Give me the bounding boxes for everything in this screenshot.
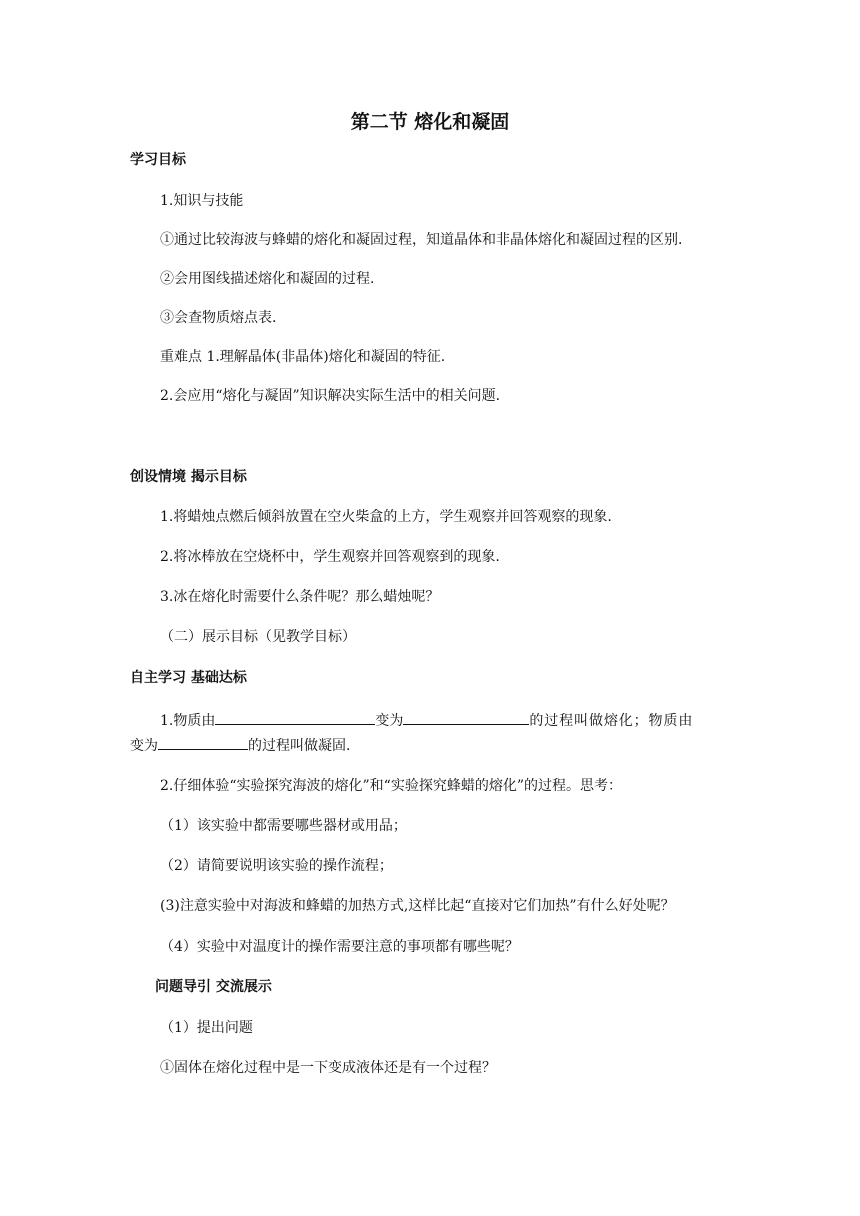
paragraph: ②会用图线描述熔化和凝固的过程. <box>160 271 375 287</box>
fill-in-question-1-cont <box>130 734 350 756</box>
paragraph: 1.知识与技能 <box>160 193 244 209</box>
paragraph: 重难点 1.理解晶体(非晶体)熔化和凝固的特征. <box>160 349 446 365</box>
paragraph: ③会查物质熔点表. <box>160 310 277 326</box>
answer-blank[interactable] <box>403 709 529 725</box>
section-heading-self-study: 自主学习 基础达标 <box>130 670 247 686</box>
paragraph: 2.会应用“熔化与凝固”知识解决实际生活中的相关问题. <box>160 388 501 404</box>
paragraph: 3.冰在熔化时需要什么条件呢？那么蜡烛呢？ <box>160 589 440 605</box>
paragraph: (3)注意实验中对海波和蜂蜡的加热方式,这样比起“直接对它们加热”有什么好处呢？ <box>160 898 675 914</box>
question-text: 的过程叫做熔化；物质由 <box>529 713 694 729</box>
paragraph: 1.将蜡烛点燃后倾斜放置在空火柴盒的上方，学生观察并回答观察的现象. <box>160 509 612 525</box>
paragraph: （1）提出问题 <box>160 1020 253 1036</box>
paragraph: 2.将冰棒放在空烧杯中，学生观察并回答观察到的现象. <box>160 549 500 565</box>
section-heading-scenario: 创设情境 揭示目标 <box>130 469 247 485</box>
answer-blank[interactable] <box>158 734 248 750</box>
section-heading-inquiry: 问题导引 交流展示 <box>155 979 272 995</box>
section-heading-learning-goals: 学习目标 <box>130 152 186 168</box>
paragraph: （1）该实验中都需要哪些器材或用品； <box>160 818 407 834</box>
question-text: 1.物质由 <box>160 713 216 729</box>
fill-in-question-1 <box>160 709 693 731</box>
paragraph: ①固体在熔化过程中是一下变成液体还是有一个过程？ <box>160 1060 496 1076</box>
question-text: 变为 <box>375 713 404 729</box>
page-title: 第二节 熔化和凝固 <box>350 111 510 133</box>
paragraph: 2.仔细体验“实验探究海波的熔化”和“实验探究蜂蜡的熔化”的过程。思考： <box>160 778 622 794</box>
paragraph: （2）请简要说明该实验的操作流程； <box>160 858 393 874</box>
question-text: 变为 <box>130 738 158 754</box>
paragraph: （4）实验中对温度计的操作需要注意的事项都有哪些呢？ <box>160 939 519 955</box>
question-text: 的过程叫做凝固. <box>248 738 351 754</box>
paragraph: （二）展示目标（见教学目标） <box>160 629 356 645</box>
answer-blank[interactable] <box>215 709 375 725</box>
paragraph: ①通过比较海波与蜂蜡的熔化和凝固过程，知道晶体和非晶体熔化和凝固过程的区别. <box>160 232 683 248</box>
